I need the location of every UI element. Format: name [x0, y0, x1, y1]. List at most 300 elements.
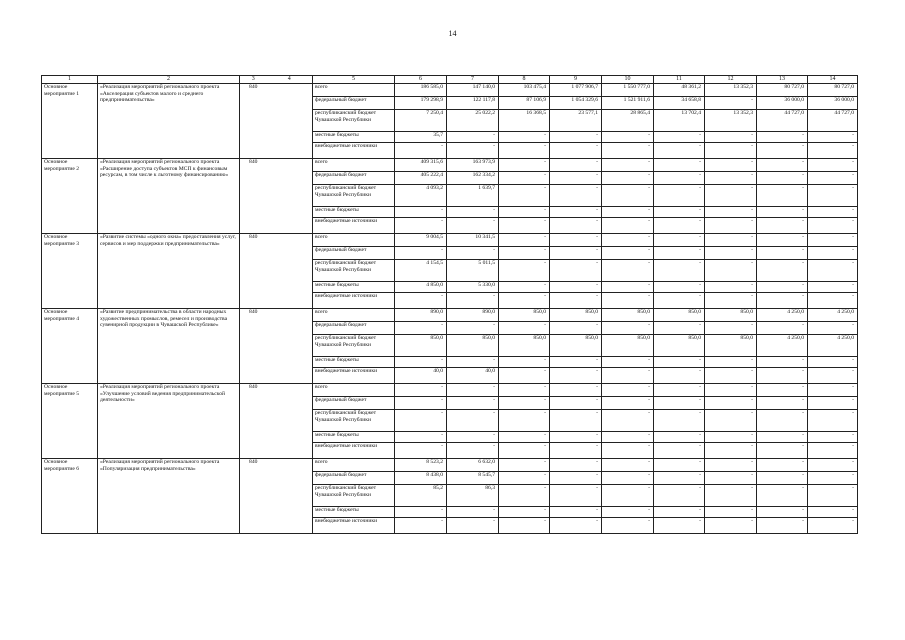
- value-cell: -: [447, 443, 499, 459]
- value-cell: -: [499, 260, 550, 282]
- funding-source: всего: [313, 234, 395, 247]
- value-cell: -: [499, 397, 550, 410]
- column-number: 10: [602, 76, 654, 84]
- column-number: 6: [395, 76, 447, 84]
- value-cell: 1 054 329,6: [550, 97, 602, 110]
- value-cell: -: [395, 247, 447, 260]
- value-cell: -: [654, 368, 705, 384]
- value-cell: -: [499, 234, 550, 247]
- value-cell: -: [550, 397, 602, 410]
- value-cell: 5 330,0: [447, 282, 499, 293]
- value-cell: 850,0: [550, 309, 602, 322]
- funding-source: местные бюджеты: [313, 207, 395, 218]
- value-cell: -: [447, 207, 499, 218]
- value-cell: -: [499, 207, 550, 218]
- value-cell: 86,3: [447, 485, 499, 507]
- value-cell: -: [550, 247, 602, 260]
- value-cell: -: [705, 472, 757, 485]
- funding-source: республиканский бюджет Чувашской Республики: [313, 335, 395, 357]
- activity-title: Основное мероприятие 4: [42, 309, 98, 384]
- page-number: 14: [448, 29, 457, 38]
- value-cell: -: [654, 357, 705, 368]
- value-cell: -: [705, 507, 757, 518]
- value-cell: 409 315,6: [395, 159, 447, 172]
- value-cell: -: [808, 368, 858, 384]
- value-cell: -: [705, 518, 757, 534]
- value-cell: 87 106,9: [499, 97, 550, 110]
- value-cell: -: [654, 384, 705, 397]
- value-cell: -: [550, 185, 602, 207]
- table-row: [42, 309, 858, 322]
- value-cell: -: [395, 293, 447, 309]
- value-cell: -: [654, 443, 705, 459]
- column-number: 3: [240, 76, 267, 84]
- activity-blank-cell: [267, 84, 313, 159]
- value-cell: 1 550 777,0: [602, 84, 654, 97]
- value-cell: 4 154,5: [395, 260, 447, 282]
- value-cell: 8 523,2: [395, 459, 447, 472]
- value-cell: -: [808, 472, 858, 485]
- funding-source: федеральный бюджет: [313, 397, 395, 410]
- activity-code: 840: [240, 309, 267, 384]
- value-cell: 85,2: [395, 485, 447, 507]
- activity-blank-cell: [267, 459, 313, 534]
- value-cell: 850,0: [602, 309, 654, 322]
- value-cell: -: [654, 132, 705, 143]
- value-cell: -: [654, 260, 705, 282]
- value-cell: -: [499, 185, 550, 207]
- activity-description: «Развитие системы «одного окна» предоставления услуг, сервисов и мер поддержки предпринимательства»: [98, 234, 240, 309]
- value-cell: -: [808, 132, 858, 143]
- activity-description: «Реализация мероприятий регионального проекта «Акселерация субъектов малого и среднего предпринимательства»: [98, 84, 240, 159]
- activity-description: «Реализация мероприятий регионального проекта «Расширение доступа субъектов МСП к финансовым ресурсам, в том числе к льготному финансированию»: [98, 159, 240, 234]
- value-cell: -: [757, 260, 808, 282]
- value-cell: -: [808, 207, 858, 218]
- column-number: 1: [42, 76, 98, 84]
- value-cell: -: [705, 159, 757, 172]
- value-cell: 179 298,9: [395, 97, 447, 110]
- activity-title: Основное мероприятие 1: [42, 84, 98, 159]
- value-cell: -: [757, 357, 808, 368]
- value-cell: 4 250,0: [808, 309, 858, 322]
- value-cell: -: [499, 132, 550, 143]
- value-cell: -: [550, 159, 602, 172]
- activity-code: 840: [240, 384, 267, 459]
- value-cell: -: [499, 432, 550, 443]
- activity-blank-cell: [267, 309, 313, 384]
- table-row: [42, 84, 858, 97]
- value-cell: -: [499, 410, 550, 432]
- value-cell: 4 850,0: [395, 282, 447, 293]
- value-cell: -: [550, 384, 602, 397]
- value-cell: -: [705, 207, 757, 218]
- value-cell: -: [654, 185, 705, 207]
- value-cell: 4 250,0: [757, 335, 808, 357]
- value-cell: -: [808, 260, 858, 282]
- value-cell: 163 973,9: [447, 159, 499, 172]
- value-cell: 1 639,7: [447, 185, 499, 207]
- value-cell: -: [705, 143, 757, 159]
- value-cell: 36 000,0: [808, 97, 858, 110]
- value-cell: -: [602, 507, 654, 518]
- value-cell: -: [395, 443, 447, 459]
- funding-source: республиканский бюджет Чувашской Республики: [313, 485, 395, 507]
- value-cell: 850,0: [705, 335, 757, 357]
- value-cell: -: [757, 132, 808, 143]
- value-cell: -: [808, 384, 858, 397]
- value-cell: -: [602, 260, 654, 282]
- column-number: 7: [447, 76, 499, 84]
- value-cell: 35,7: [395, 132, 447, 143]
- value-cell: -: [757, 432, 808, 443]
- value-cell: -: [654, 207, 705, 218]
- funding-source: федеральный бюджет: [313, 172, 395, 185]
- value-cell: -: [602, 459, 654, 472]
- value-cell: -: [757, 518, 808, 534]
- column-number: 9: [550, 76, 602, 84]
- value-cell: 7 250,4: [395, 110, 447, 132]
- value-cell: -: [757, 234, 808, 247]
- value-cell: 13 352,3: [705, 110, 757, 132]
- value-cell: 850,0: [499, 335, 550, 357]
- value-cell: -: [395, 507, 447, 518]
- value-cell: 4 093,2: [395, 185, 447, 207]
- value-cell: -: [602, 172, 654, 185]
- value-cell: 23 577,1: [550, 110, 602, 132]
- value-cell: 25 022,2: [447, 110, 499, 132]
- value-cell: -: [499, 368, 550, 384]
- value-cell: -: [808, 397, 858, 410]
- value-cell: -: [808, 234, 858, 247]
- value-cell: -: [705, 234, 757, 247]
- value-cell: -: [654, 518, 705, 534]
- value-cell: -: [757, 322, 808, 335]
- value-cell: -: [447, 384, 499, 397]
- value-cell: -: [705, 397, 757, 410]
- value-cell: -: [499, 159, 550, 172]
- funding-source: федеральный бюджет: [313, 247, 395, 260]
- value-cell: -: [757, 384, 808, 397]
- value-cell: -: [602, 432, 654, 443]
- value-cell: 9 004,5: [395, 234, 447, 247]
- value-cell: 186 585,0: [395, 84, 447, 97]
- value-cell: -: [705, 443, 757, 459]
- value-cell: -: [808, 507, 858, 518]
- value-cell: -: [757, 368, 808, 384]
- value-cell: -: [654, 410, 705, 432]
- funding-source: федеральный бюджет: [313, 322, 395, 335]
- value-cell: -: [808, 432, 858, 443]
- value-cell: 850,0: [654, 335, 705, 357]
- value-cell: -: [602, 410, 654, 432]
- value-cell: 162 334,2: [447, 172, 499, 185]
- value-cell: -: [602, 234, 654, 247]
- funding-source: всего: [313, 459, 395, 472]
- value-cell: -: [395, 143, 447, 159]
- value-cell: -: [499, 293, 550, 309]
- funding-source: всего: [313, 159, 395, 172]
- activity-code: 840: [240, 84, 267, 159]
- value-cell: -: [395, 218, 447, 234]
- value-cell: -: [602, 397, 654, 410]
- value-cell: -: [705, 282, 757, 293]
- value-cell: -: [395, 397, 447, 410]
- value-cell: -: [808, 357, 858, 368]
- value-cell: 1 521 911,6: [602, 97, 654, 110]
- value-cell: 13 702,4: [654, 110, 705, 132]
- value-cell: 10 341,5: [447, 234, 499, 247]
- value-cell: -: [602, 143, 654, 159]
- value-cell: -: [602, 207, 654, 218]
- funding-source: внебюджетные источники: [313, 143, 395, 159]
- value-cell: 103 475,4: [499, 84, 550, 97]
- value-cell: 850,0: [499, 309, 550, 322]
- value-cell: -: [757, 443, 808, 459]
- column-number: 5: [313, 76, 395, 84]
- column-number: 4: [267, 76, 313, 84]
- value-cell: -: [499, 218, 550, 234]
- activity-description: «Реализация мероприятий регионального проекта «Улучшение условий ведения предпринимательской деятельности»: [98, 384, 240, 459]
- value-cell: -: [447, 357, 499, 368]
- value-cell: -: [705, 132, 757, 143]
- funding-source: внебюджетные источники: [313, 368, 395, 384]
- value-cell: -: [808, 410, 858, 432]
- value-cell: -: [654, 282, 705, 293]
- value-cell: 6 632,0: [447, 459, 499, 472]
- funding-source: местные бюджеты: [313, 432, 395, 443]
- value-cell: -: [550, 472, 602, 485]
- table-row: [42, 234, 858, 247]
- value-cell: -: [808, 143, 858, 159]
- value-cell: -: [499, 172, 550, 185]
- value-cell: -: [499, 282, 550, 293]
- value-cell: -: [602, 384, 654, 397]
- value-cell: -: [705, 410, 757, 432]
- value-cell: -: [602, 485, 654, 507]
- value-cell: 850,0: [550, 335, 602, 357]
- value-cell: -: [808, 518, 858, 534]
- value-cell: -: [654, 472, 705, 485]
- value-cell: -: [395, 432, 447, 443]
- value-cell: 850,0: [395, 335, 447, 357]
- header-row: [42, 76, 858, 84]
- value-cell: -: [447, 518, 499, 534]
- value-cell: 890,0: [395, 309, 447, 322]
- value-cell: 13 352,3: [705, 84, 757, 97]
- value-cell: -: [654, 218, 705, 234]
- value-cell: -: [654, 247, 705, 260]
- value-cell: -: [499, 322, 550, 335]
- value-cell: -: [654, 234, 705, 247]
- value-cell: 1 077 906,7: [550, 84, 602, 97]
- value-cell: -: [757, 397, 808, 410]
- value-cell: 405 222,4: [395, 172, 447, 185]
- funding-source: местные бюджеты: [313, 507, 395, 518]
- value-cell: -: [757, 185, 808, 207]
- value-cell: -: [705, 368, 757, 384]
- value-cell: -: [757, 218, 808, 234]
- value-cell: 40,0: [447, 368, 499, 384]
- value-cell: -: [808, 293, 858, 309]
- value-cell: -: [602, 368, 654, 384]
- value-cell: 28 865,4: [602, 110, 654, 132]
- activity-title: Основное мероприятие 5: [42, 384, 98, 459]
- funding-source: республиканский бюджет Чувашской Республики: [313, 110, 395, 132]
- value-cell: -: [602, 293, 654, 309]
- value-cell: -: [705, 185, 757, 207]
- value-cell: -: [602, 185, 654, 207]
- funding-source: внебюджетные источники: [313, 218, 395, 234]
- value-cell: -: [602, 472, 654, 485]
- value-cell: -: [447, 247, 499, 260]
- value-cell: -: [550, 234, 602, 247]
- value-cell: -: [602, 132, 654, 143]
- value-cell: -: [808, 322, 858, 335]
- activity-description: «Развитие предпринимательства в области народных художественных промыслов, ремесел и производства сувенирной продукции в Чувашской Республике»: [98, 309, 240, 384]
- funding-source: местные бюджеты: [313, 132, 395, 143]
- value-cell: -: [550, 485, 602, 507]
- value-cell: -: [757, 293, 808, 309]
- funding-source: всего: [313, 84, 395, 97]
- value-cell: -: [447, 132, 499, 143]
- value-cell: -: [499, 357, 550, 368]
- value-cell: 8 545,7: [447, 472, 499, 485]
- value-cell: -: [705, 218, 757, 234]
- value-cell: -: [654, 159, 705, 172]
- value-cell: 40,0: [395, 368, 447, 384]
- value-cell: -: [499, 507, 550, 518]
- activity-code: 840: [240, 159, 267, 234]
- value-cell: -: [395, 518, 447, 534]
- funding-source: федеральный бюджет: [313, 472, 395, 485]
- value-cell: -: [550, 293, 602, 309]
- value-cell: -: [550, 459, 602, 472]
- value-cell: -: [705, 384, 757, 397]
- value-cell: -: [499, 485, 550, 507]
- value-cell: -: [757, 247, 808, 260]
- value-cell: -: [757, 282, 808, 293]
- column-number: 2: [98, 76, 240, 84]
- funding-source: федеральный бюджет: [313, 97, 395, 110]
- activity-title: Основное мероприятие 3: [42, 234, 98, 309]
- activity-blank-cell: [267, 234, 313, 309]
- table-row: [42, 159, 858, 172]
- value-cell: -: [654, 322, 705, 335]
- value-cell: -: [808, 218, 858, 234]
- value-cell: -: [705, 432, 757, 443]
- table-row: [42, 459, 858, 472]
- activity-code: 840: [240, 234, 267, 309]
- value-cell: -: [550, 432, 602, 443]
- value-cell: -: [705, 322, 757, 335]
- funding-source: республиканский бюджет Чувашской Республики: [313, 185, 395, 207]
- value-cell: -: [447, 218, 499, 234]
- value-cell: -: [550, 282, 602, 293]
- value-cell: -: [705, 247, 757, 260]
- value-cell: -: [654, 432, 705, 443]
- value-cell: 850,0: [447, 335, 499, 357]
- value-cell: 80 727,0: [808, 84, 858, 97]
- value-cell: 44 727,0: [757, 110, 808, 132]
- value-cell: 80 727,0: [757, 84, 808, 97]
- value-cell: -: [550, 132, 602, 143]
- value-cell: 8 438,0: [395, 472, 447, 485]
- value-cell: -: [808, 159, 858, 172]
- column-number: 11: [654, 76, 705, 84]
- value-cell: -: [602, 247, 654, 260]
- activity-description: «Реализация мероприятий регионального проекта «Популяризация предпринимательства»: [98, 459, 240, 534]
- value-cell: -: [550, 260, 602, 282]
- value-cell: -: [550, 368, 602, 384]
- value-cell: -: [654, 459, 705, 472]
- value-cell: 890,0: [447, 309, 499, 322]
- value-cell: -: [395, 357, 447, 368]
- value-cell: -: [705, 260, 757, 282]
- value-cell: -: [705, 97, 757, 110]
- value-cell: -: [602, 357, 654, 368]
- value-cell: -: [602, 159, 654, 172]
- value-cell: 5 011,5: [447, 260, 499, 282]
- column-number: 13: [757, 76, 808, 84]
- activity-code: 840: [240, 459, 267, 534]
- value-cell: 36 000,0: [757, 97, 808, 110]
- column-number: 14: [808, 76, 858, 84]
- value-cell: -: [757, 143, 808, 159]
- value-cell: -: [705, 357, 757, 368]
- value-cell: -: [654, 507, 705, 518]
- value-cell: -: [499, 518, 550, 534]
- value-cell: -: [447, 322, 499, 335]
- value-cell: -: [550, 218, 602, 234]
- value-cell: -: [654, 143, 705, 159]
- value-cell: 48 361,2: [654, 84, 705, 97]
- value-cell: -: [395, 384, 447, 397]
- value-cell: -: [757, 410, 808, 432]
- value-cell: -: [395, 207, 447, 218]
- value-cell: 122 117,8: [447, 97, 499, 110]
- funding-source: республиканский бюджет Чувашской Республики: [313, 410, 395, 432]
- value-cell: -: [654, 397, 705, 410]
- value-cell: -: [499, 459, 550, 472]
- value-cell: -: [705, 485, 757, 507]
- value-cell: 850,0: [602, 335, 654, 357]
- value-cell: -: [602, 218, 654, 234]
- activity-blank-cell: [267, 159, 313, 234]
- value-cell: -: [757, 459, 808, 472]
- value-cell: -: [499, 472, 550, 485]
- funding-source: внебюджетные источники: [313, 293, 395, 309]
- value-cell: -: [757, 507, 808, 518]
- value-cell: -: [395, 410, 447, 432]
- column-number: 12: [705, 76, 757, 84]
- value-cell: -: [447, 397, 499, 410]
- value-cell: -: [757, 472, 808, 485]
- funding-source: республиканский бюджет Чувашской Республики: [313, 260, 395, 282]
- value-cell: -: [602, 518, 654, 534]
- value-cell: -: [654, 293, 705, 309]
- value-cell: 850,0: [654, 309, 705, 322]
- value-cell: -: [757, 207, 808, 218]
- value-cell: -: [550, 322, 602, 335]
- value-cell: -: [550, 507, 602, 518]
- value-cell: -: [808, 185, 858, 207]
- value-cell: -: [550, 357, 602, 368]
- table-row: [42, 384, 858, 397]
- value-cell: 4 250,0: [808, 335, 858, 357]
- value-cell: -: [550, 143, 602, 159]
- value-cell: 44 727,0: [808, 110, 858, 132]
- value-cell: -: [808, 247, 858, 260]
